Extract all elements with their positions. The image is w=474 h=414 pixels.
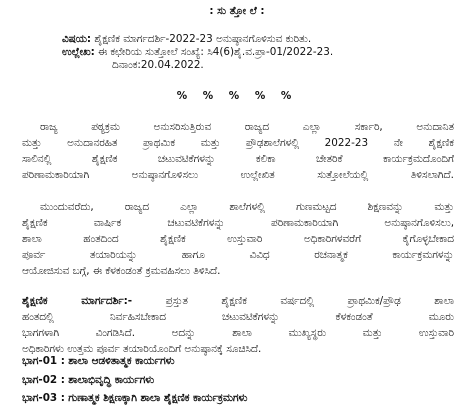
para3-line-2: ಹಂತದಲ್ಲಿ ನಿರ್ವಹಿಸಬೇಕಾದ ಚಟುವಟಿಕೆಗಳನ್ನು ಕೆಳಕಂಡಂತೆ ಮೂರು (22, 311, 454, 323)
para1-line-2: ಮತ್ತು ಅನುದಾನರಹಿತ ಪ್ರಾಥಮಿಕ ಮತ್ತು ಪ್ರೌಢಶಾಲೆಗಳಲ್ಲಿ 2022-23 ನೇ ಶೈಕ್ಷಣಿಕ (22, 137, 454, 149)
para3-line-3: ಭಾಗಗಳಾಗಿ ವಿಂಗಡಿಸಿದೆ. ಅದನ್ನು ಶಾಲಾ ಮುಖ್ಯಸ್ಥರು ಮತ್ತು ಉಸ್ತುವಾರಿ (22, 327, 454, 339)
circular-heading: : ಸು ತ್ತೋ ಲೆ : (209, 5, 265, 17)
reference-line-1 (62, 46, 333, 59)
para2-line-2: ಶೈಕ್ಷಣಿಕ ವಾರ್ಷಿಕ ಚಟುವಟಿಕೆಗಳನ್ನು ಪರಿಣಾಮಕಾರಿಯಾಗಿ ಅನುಷ್ಠಾನಗೊಳಿಸಲು, (22, 217, 454, 229)
guideline-label: ಶೈಕ್ಷಣಿಕ ಮಾರ್ಗದರ್ಶಿ:- (22, 295, 133, 307)
subject-line (62, 33, 311, 46)
separator-stars: % % % % % (176, 90, 298, 102)
subject-text: ಶೈಕ್ಷಣಿಕ ಮಾರ್ಗದರ್ಶಿ-2022-23 ಅನುಷ್ಠಾನಗೊಳಿಸುವ ಕುರಿತು. (94, 33, 312, 45)
part-label-1: ಭಾಗ-01 : (22, 355, 65, 367)
part-item-2 (22, 374, 154, 387)
part-item-3 (22, 392, 247, 405)
part-text-1: ಶಾಲಾ ಆಡಳಿತಾತ್ಮಕ ಕಾರ್ಯಗಳು (68, 355, 175, 367)
para3-line-1 (22, 295, 454, 308)
part-label-2: ಭಾಗ-02 : (22, 374, 65, 386)
reference-date: ದಿನಾಂಕ:20.04.2022. (112, 59, 204, 71)
part-text-3: ಗುಣಾತ್ಮಕ ಶಿಕ್ಷಣಕ್ಕಾಗಿ ಶಾಲಾ ಶೈಕ್ಷಣಿಕ ಕಾರ್ಯಕ್ರಮಗಳು (68, 392, 248, 404)
reference-text-1: ಈ ಕಛೇರಿಯ ಸುತ್ತೋಲೆ ಸಂಖ್ಯೆ: ಸಿ4(6)ಶೈ.ವ.ಪ್ರಾ-01/2022-23. (98, 46, 334, 58)
guideline-text: ಪ್ರಸ್ತುತ ಶೈಕ್ಷಣಿಕ ವರ್ಷದಲ್ಲಿ ಪ್ರಾಥಮಿಕ/ಪ್ರೌಢ ಶಾಲಾ (165, 295, 455, 307)
reference-label: ಉಲ್ಲೇಖ: (62, 46, 95, 58)
part-item-1 (22, 355, 175, 368)
subject-label: ವಿಷಯ: (62, 33, 92, 45)
para1-line-1: ರಾಜ್ಯ ಪಠ್ಯಕ್ರಮ ಅನುಸರಿಸುತ್ತಿರುವ ರಾಜ್ಯದ ಎಲ್ಲಾ ಸರ್ಕಾರಿ, ಅನುದಾನಿತ (40, 121, 454, 133)
para2-line-3: ಶಾಲಾ ಹಂತದಿಂದ ಶೈಕ್ಷಣಿಕ ಉಸ್ತುವಾರಿ ಅಧಿಕಾರಿಗಳವರೆಗೆ ಕೈಗೊಳ್ಳಬೇಕಾದ (22, 233, 454, 245)
para2-line-5: ಆಯೋಜಿಸುವ ಬಗ್ಗೆ, ಈ ಕೆಳಕಂಡಂತೆ ಕ್ರಮವಹಿಸಲು ತಿಳಿಸಿದೆ. (22, 265, 221, 277)
para1-line-3: ಸಾಲಿನಲ್ಲಿ ಶೈಕ್ಷಣಿಕ ಚಟುವಟಿಕೆಗಳನ್ನು ಕಲಿಕಾ ಚೇತರಿಕೆ ಕಾರ್ಯಕ್ರಮದೊಂದಿಗೆ (22, 153, 454, 165)
para3-line-4: ಅಧಿಕಾರಿಗಳು ಉತ್ತಮ ಪೂರ್ವ ತಯಾರಿಯೊಂದಿಗೆ ಅನುಷ್ಠಾನಕ್ಕೆ ಸೂಚಿಸಿದೆ. (22, 343, 262, 355)
para2-line-4: ಪೂರ್ವ ತಯಾರಿಯನ್ನು ಹಾಗೂ ವಿವಿಧ ರಚನಾತ್ಮಕ ಕಾರ್ಯಕ್ರಮಗಳನ್ನು (22, 249, 454, 261)
para1-line-4: ಪರಿಣಾಮಕಾರಿಯಾಗಿ ಅನುಷ್ಠಾನಗೊಳಿಸಲು ಉಲ್ಲೇಖಿತ ಸುತ್ತೋಲೆಯಲ್ಲಿ ತಿಳಿಸಲಾಗಿದೆ. (22, 169, 454, 181)
part-label-3: ಭಾಗ-03 : (22, 392, 65, 404)
part-text-2: ಶಾಲಾಭಿವೃದ್ಧಿ ಕಾರ್ಯಗಳು (68, 374, 155, 386)
para2-line-1: ಮುಂದುವರೆದು, ರಾಜ್ಯದ ಎಲ್ಲಾ ಶಾಲೆಗಳಲ್ಲಿ ಗುಣಮಟ್ಟದ ಶಿಕ್ಷಣವನ್ನು ಮತ್ತು (40, 201, 454, 213)
